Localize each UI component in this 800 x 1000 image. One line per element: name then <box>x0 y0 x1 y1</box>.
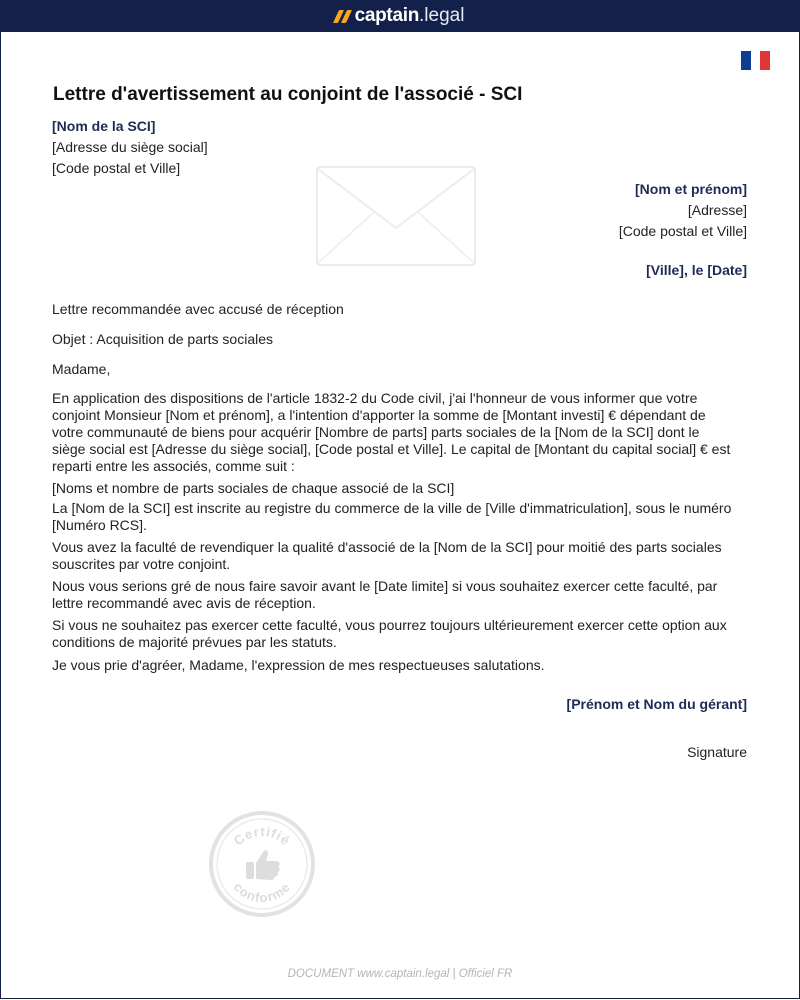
logo-mark-icon <box>336 10 352 23</box>
signature-label: Signature <box>687 744 747 760</box>
french-flag-icon[interactable] <box>741 51 770 70</box>
letter-object: Objet : Acquisition de parts sociales <box>52 331 274 347</box>
svg-text:conforme <box>231 879 294 905</box>
body-paragraph-2: [Noms et nombre de parts sociales de chaque associé de la SCI] <box>52 480 455 496</box>
place-date: [Ville], le [Date] <box>646 262 747 278</box>
flag-red-stripe <box>760 51 770 70</box>
flag-white-stripe <box>751 51 761 70</box>
certified-stamp-icon <box>208 810 316 918</box>
brand-name: captain <box>354 5 419 26</box>
stamp-text-top: Certifié <box>230 823 294 849</box>
brand-tld: .legal <box>419 5 465 26</box>
svg-text:Certifié <box>231 824 294 848</box>
body-paragraph-7: Je vous prie d'agréer, Madame, l'expression de mes respectueuses salutations. <box>52 657 545 673</box>
brand-logo[interactable] <box>336 5 465 27</box>
sender-block <box>52 116 208 179</box>
recipient-block <box>400 179 747 242</box>
top-bar <box>0 0 800 32</box>
manager-name: [Prénom et Nom du gérant] <box>566 696 747 712</box>
recipient-address: [Adresse] <box>687 202 747 218</box>
recipient-city: [Code postal et Ville] <box>618 223 747 239</box>
sender-address: [Adresse du siège social] <box>52 139 208 155</box>
salutation: Madame, <box>52 361 111 377</box>
flag-blue-stripe <box>741 51 751 70</box>
document-title: Lettre d'avertissement au conjoint de l'associé - SCI <box>53 84 523 105</box>
body-paragraph-1: En application des dispositions de l'article 1832-2 du Code civil, j'ai l'honneur de vous informer que votre conjoint Monsieur [Nom et prénom], a l'intention d'apporter la somme de [Montant investi] € dépendant de votre communauté de biens pour acquérir [Nombre de parts] parts sociales de la [Nom de la SCI] dont le siège social est [Adresse du siège social], [Code postal et Ville]. Le capital de [Montant du capital social] € est reparti entre les associés, comme suit : <box>52 390 731 474</box>
body-paragraph-6: Si vous ne souhaitez pas exercer cette faculté, vous pourrez toujours ultérieurement exercer cette option aux conditions de majorité prévues par les statuts. <box>52 617 727 650</box>
body-paragraph-3: La [Nom de la SCI] est inscrite au registre du commerce de la ville de [Ville d'immatriculation], sous le numéro [Numéro RCS]. <box>52 500 732 533</box>
sender-name: [Nom de la SCI] <box>52 118 156 134</box>
body-paragraph-5: Nous vous serions gré de nous faire savoir avant le [Date limite] si vous souhaitez exercer cette faculté, par lettre recommandé avec avis de réception. <box>52 578 718 611</box>
recipient-name: [Nom et prénom] <box>635 181 747 197</box>
sending-mode: Lettre recommandée avec accusé de réception <box>52 301 344 317</box>
stamp-text-bottom: conforme <box>230 879 294 906</box>
sender-city: [Code postal et Ville] <box>52 160 181 176</box>
footer-credit: DOCUMENT www.captain.legal | Officiel FR <box>287 968 513 980</box>
body-paragraph-4: Vous avez la faculté de revendiquer la qualité d'associé de la [Nom de la SCI] pour moitié des parts sociales souscrites par votre conjoint. <box>52 539 722 572</box>
